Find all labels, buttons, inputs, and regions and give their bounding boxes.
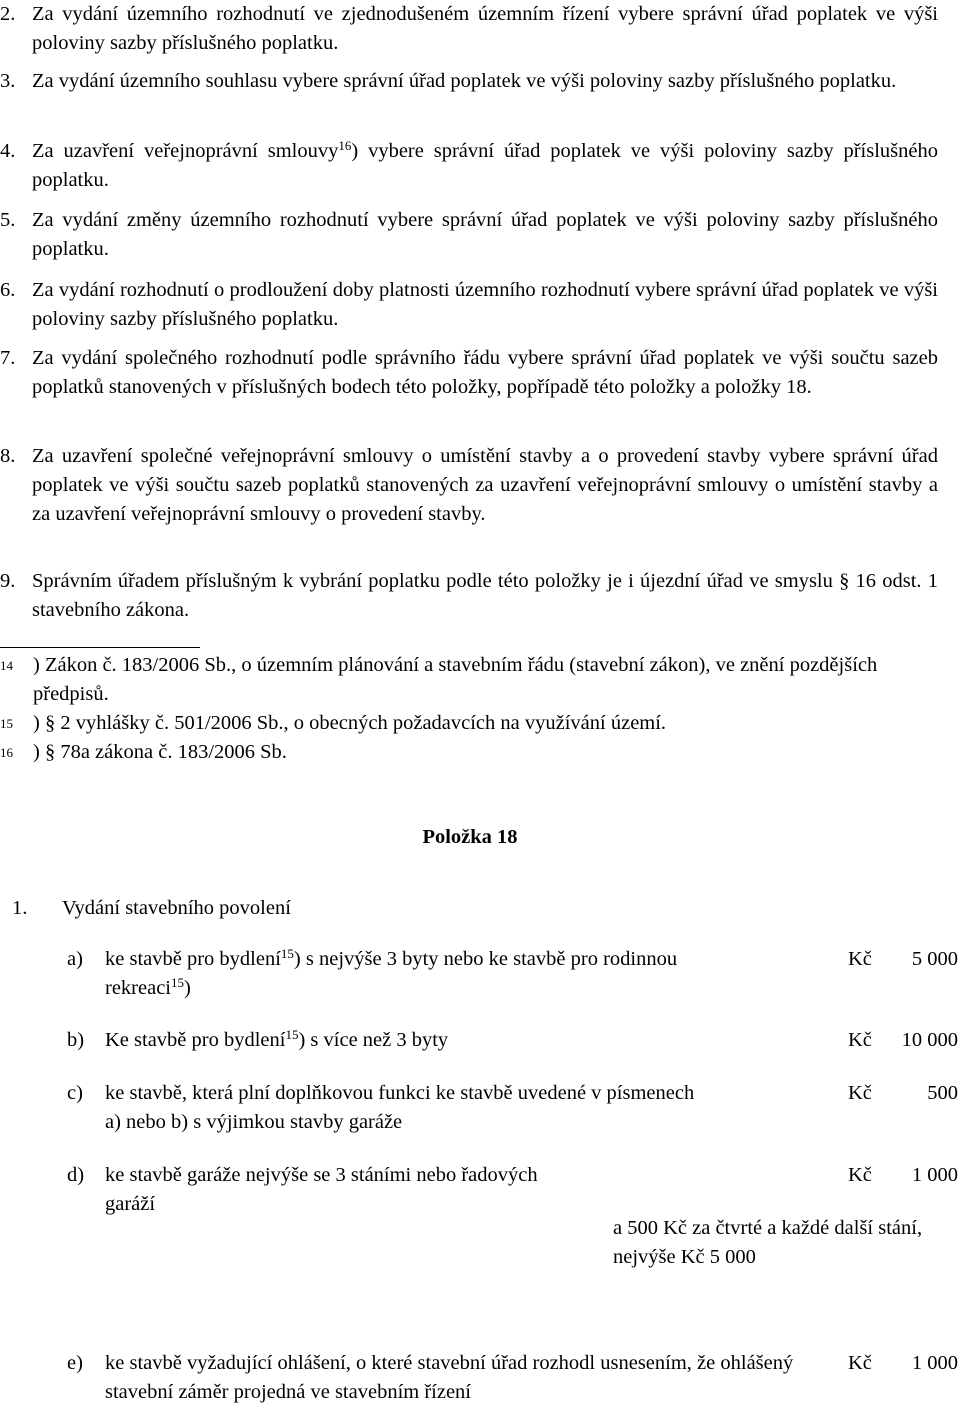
row-text-part: ) s více než 3 byty — [298, 1029, 449, 1051]
footnote-14 — [0, 651, 950, 709]
fee-row-b — [67, 1026, 960, 1055]
footnote-16 — [0, 738, 950, 767]
currency: Kč — [848, 1082, 872, 1104]
fee-row-d — [67, 1161, 960, 1219]
paragraph-text: Za vydání společného rozhodnutí podle správního řádu vybere správní úřad poplatek ve výši součtu sazeb poplatků stanovených v příslušných bodech této položky, popřípadě této položky a položky 18. — [32, 347, 938, 398]
row-text — [105, 945, 705, 1003]
row-text: ke stavbě garáže nejvýše se 3 stáními nebo řadových garáží — [105, 1164, 538, 1215]
paragraph-text: Za uzavření společné veřejnoprávní smlouvy o umístění stavby a o provedení stavby vybere správní úřad poplatek ve výši součtu sazeb poplatků stanovených za uzavření veřejnoprávní smlouvy o umístění stavby a za uzavření veřejnoprávní smlouvy o provedení stavby. — [32, 445, 938, 525]
row-text-part: ke stavbě pro bydlení — [105, 948, 281, 970]
footnote-15 — [0, 709, 950, 738]
row-text: ke stavbě, která plní doplňkovou funkci ke stavbě uvedené v písmenech a) nebo b) s výjimkou stavby garáže — [105, 1082, 695, 1133]
paragraph-2 — [0, 0, 938, 58]
paragraph-number: 4. — [0, 140, 16, 162]
fee-amount: 1 000 — [911, 1164, 958, 1186]
currency: Kč — [848, 948, 872, 970]
fee-row-e — [67, 1349, 960, 1407]
currency: Kč — [848, 1164, 872, 1186]
fee-amount: 5 000 — [911, 948, 958, 970]
footnote-text: ) § 2 vyhlášky č. 501/2006 Sb., o obecných požadavcích na využívání území. — [33, 712, 667, 734]
paragraph-text: Za vydání rozhodnutí o prodloužení doby platnosti územního rozhodnutí vybere správní úřad poplatek ve výši poloviny sazby příslušného poplatku. — [32, 279, 938, 330]
currency: Kč — [848, 1029, 872, 1051]
row-letter: a) — [67, 948, 83, 970]
paragraph-text: Za vydání územního rozhodnutí ve zjednodušeném územním řízení vybere správní úřad poplatek ve výši poloviny sazby příslušného poplatku. — [32, 3, 938, 54]
footnote-text: ) § 78a zákona č. 183/2006 Sb. — [33, 741, 287, 763]
paragraph-text — [32, 137, 938, 195]
section-heading: Položka 18 — [422, 826, 518, 848]
footnote-ref: 16 — [338, 138, 352, 153]
paragraph-text: Za vydání územního souhlasu vybere správní úřad poplatek ve výši poloviny sazby příslušného poplatku. — [32, 70, 897, 92]
paragraph-number: 3. — [0, 70, 16, 92]
fee-amount: 10 000 — [901, 1029, 958, 1051]
section-title: Vydání stavebního povolení — [62, 897, 291, 919]
fee-amount: 500 — [927, 1082, 958, 1104]
paragraph-9 — [0, 567, 938, 625]
footnote-text: ) Zákon č. 183/2006 Sb., o územním plánování a stavebním řádu (stavební zákon), ve znění pozdějších předpisů. — [33, 654, 878, 705]
paragraph-5 — [0, 206, 938, 264]
footnote-number: 15 — [0, 716, 13, 731]
paragraph-number: 9. — [0, 570, 16, 592]
footnote-separator — [0, 647, 200, 648]
fee-amount: 1 000 — [911, 1352, 958, 1374]
paragraph-number: 6. — [0, 279, 16, 301]
paragraph-text: Za vydání změny územního rozhodnutí vybere správní úřad poplatek ve výši poloviny sazby příslušného poplatku. — [32, 209, 938, 260]
paragraph-text-part: Za uzavření veřejnoprávní smlouvy — [32, 140, 339, 162]
footnote-ref: 15 — [171, 975, 184, 990]
paragraph-text: Správním úřadem příslušným k vybrání poplatku podle této položky je i újezdní úřad ve smyslu § 16 odst. 1 stavebního zákona. — [32, 570, 938, 621]
row-letter: e) — [67, 1352, 83, 1374]
row-letter: b) — [67, 1029, 85, 1051]
paragraph-6 — [0, 276, 938, 334]
row-letter: d) — [67, 1164, 85, 1186]
row-text-part: Ke stavbě pro bydlení — [105, 1029, 286, 1051]
footnote-ref: 15 — [285, 1027, 299, 1042]
row-text-part: ) — [184, 977, 191, 999]
paragraph-number: 5. — [0, 209, 16, 231]
item-d-note: a 500 Kč za čtvrté a každé další stání, nejvýše Kč 5 000 — [613, 1217, 923, 1268]
row-letter: c) — [67, 1082, 83, 1104]
footnote-number: 14 — [0, 658, 13, 673]
paragraph-number: 7. — [0, 347, 16, 369]
footnote-ref: 15 — [280, 946, 294, 961]
paragraph-7 — [0, 344, 938, 402]
currency: Kč — [848, 1352, 872, 1374]
paragraph-3 — [0, 67, 938, 96]
paragraph-number: 2. — [0, 3, 16, 25]
row-text — [105, 1026, 705, 1055]
footnote-number: 16 — [0, 745, 13, 760]
fee-row-a — [67, 945, 960, 1003]
row-text-part: ) s nejvýše 3 byty nebo ke stavbě pro rodinnou rekreaci — [105, 948, 678, 999]
paragraph-text-part: ) vybere správní úřad poplatek ve výši poloviny sazby příslušného poplatku. — [32, 140, 938, 191]
paragraph-4 — [0, 137, 938, 195]
paragraph-number: 8. — [0, 445, 16, 467]
row-text: ke stavbě vyžadující ohlášení, o které stavební úřad rozhodl usnesením, že ohlášený stavební záměr projedná ve stavebním řízení — [105, 1352, 794, 1403]
section-number: 1. — [12, 897, 28, 919]
paragraph-8 — [0, 442, 938, 529]
fee-row-c — [67, 1079, 960, 1137]
